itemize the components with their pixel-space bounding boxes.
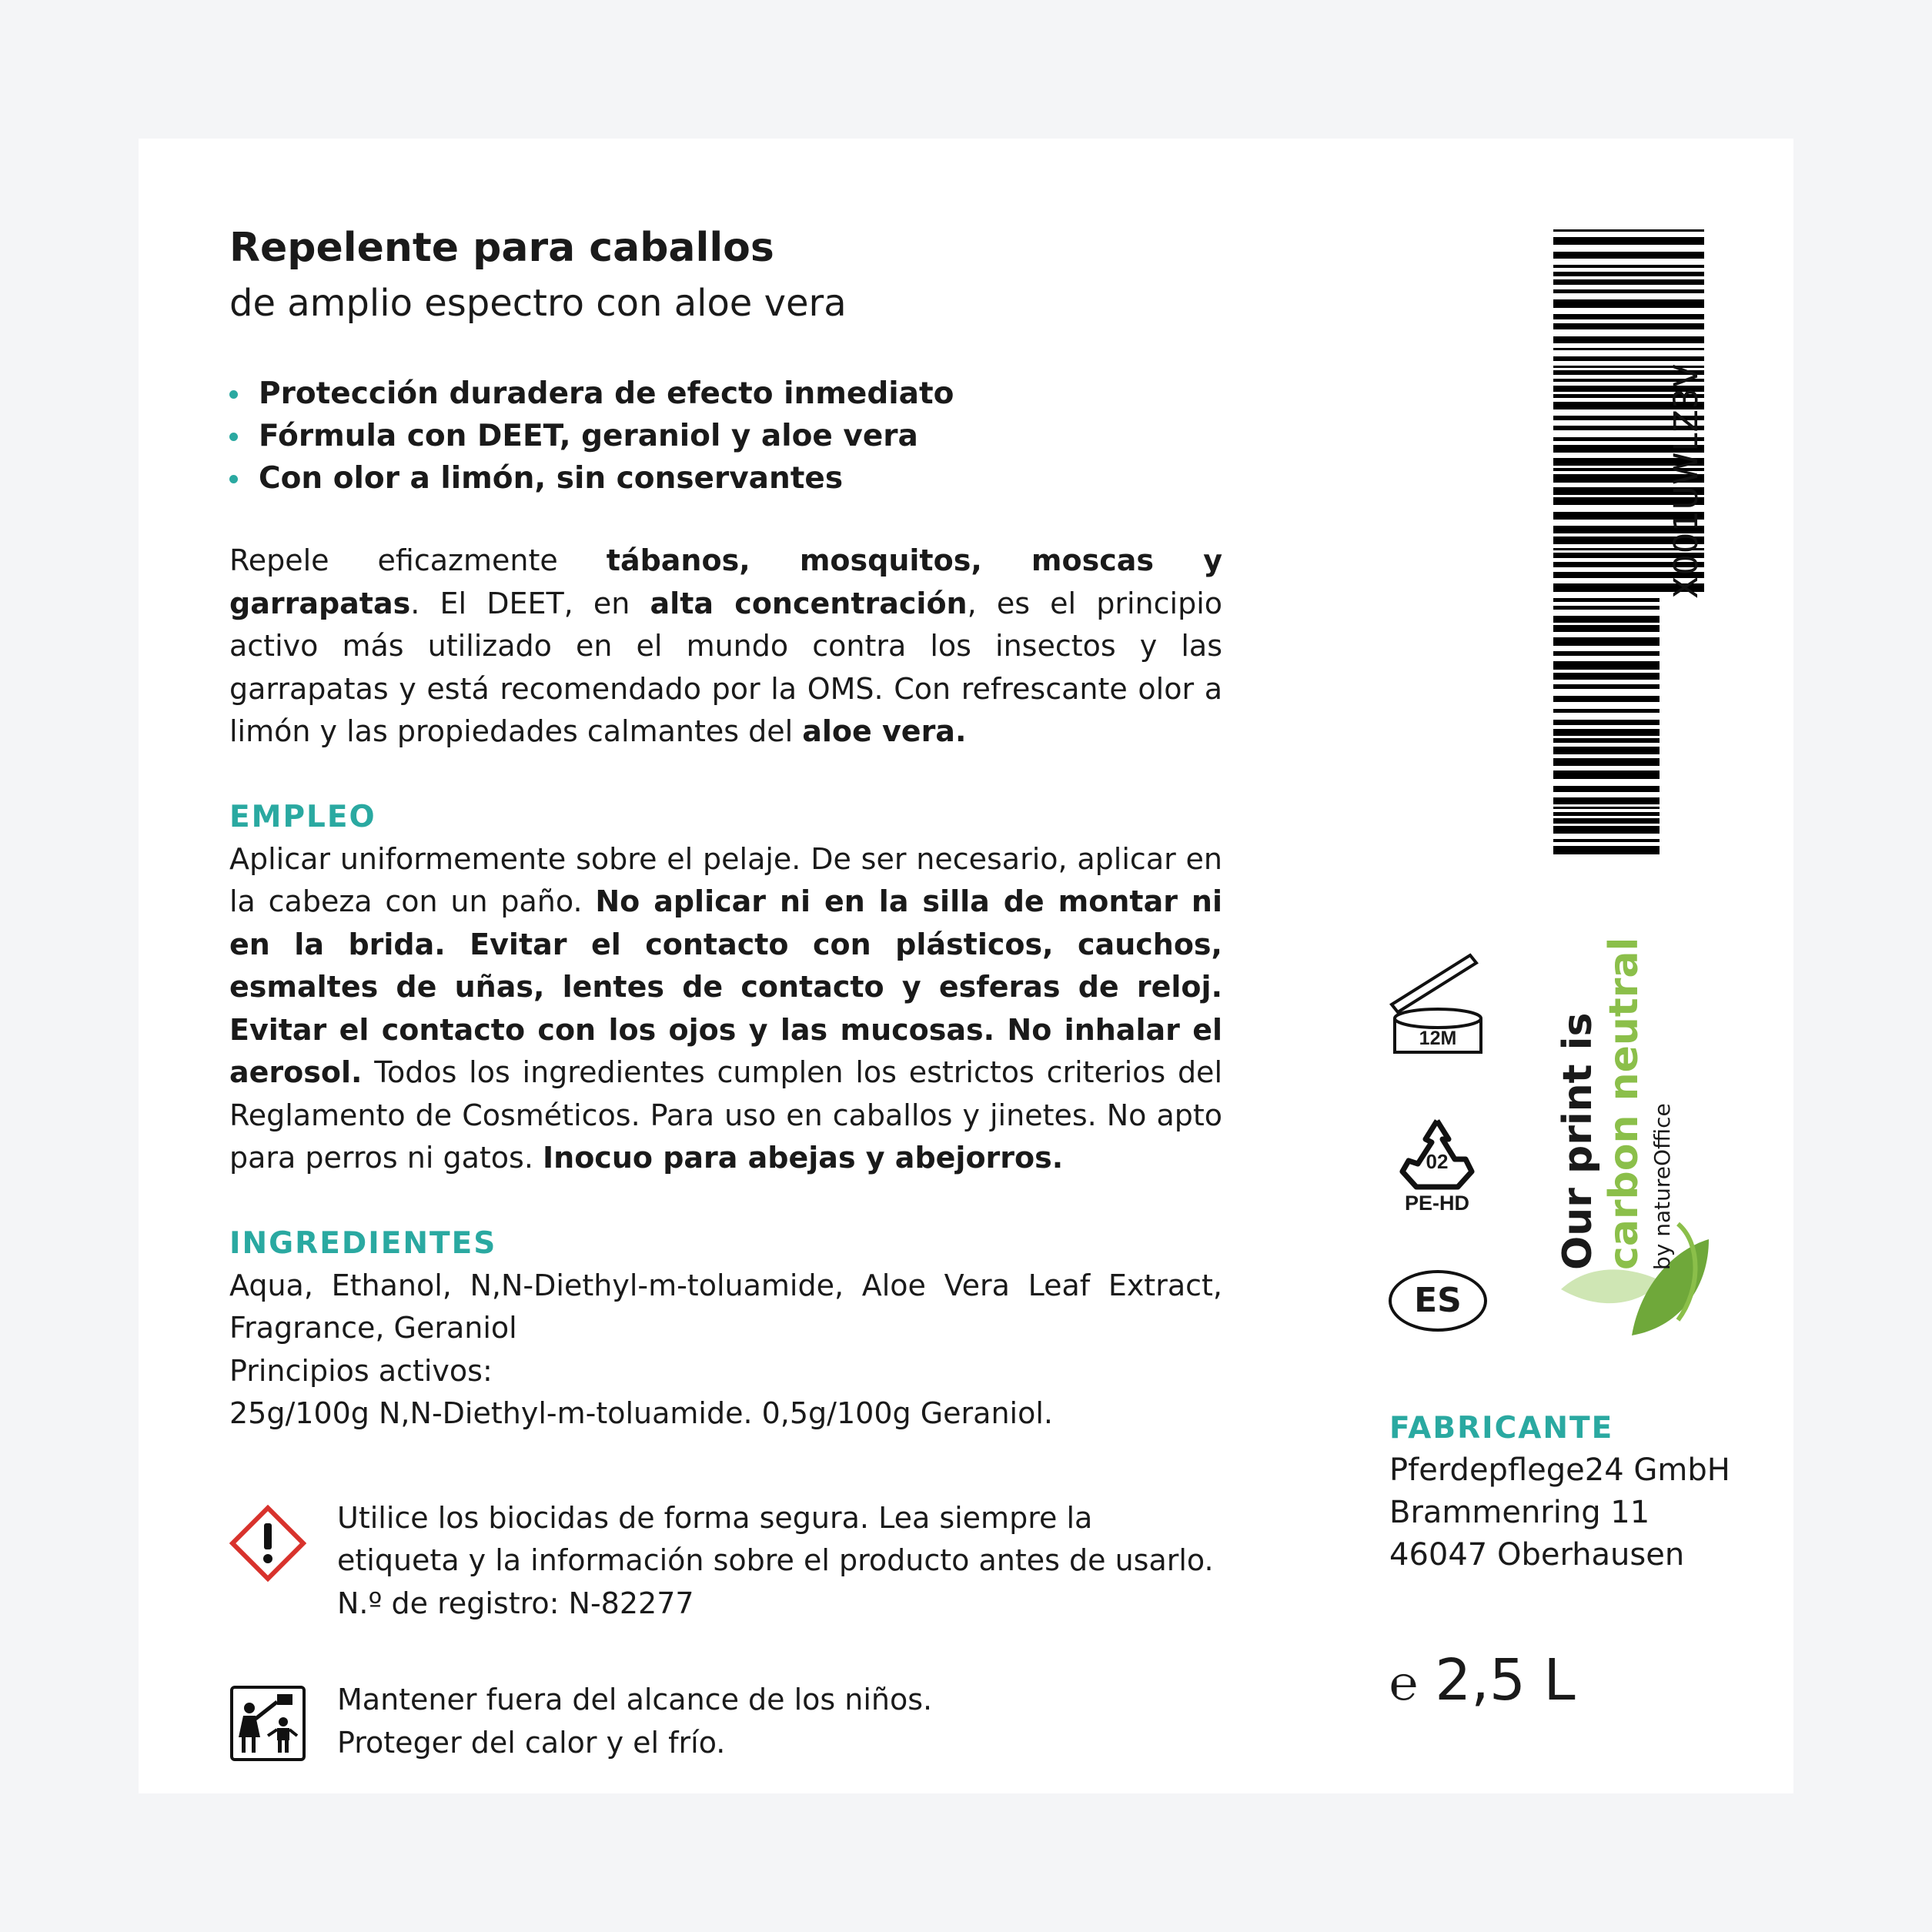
feature-item: Fórmula con DEET, geraniol y aloe vera xyxy=(229,415,1222,457)
pao-symbol xyxy=(1387,951,1487,1069)
barcode-bar xyxy=(1553,839,1660,842)
barcode-bar xyxy=(1553,598,1660,602)
carbon-text: Our print is carbon neutral by natureOffice xyxy=(1555,937,1675,1270)
country-code: ES xyxy=(1414,1281,1462,1320)
biocide-text: Utilice los biocidas de forma segura. Lea siempre la etiqueta y la información sobre el producto antes de usarlo. xyxy=(337,1500,1214,1577)
barcode-bar xyxy=(1553,696,1660,702)
manufacturer-street: Brammenring 11 xyxy=(1389,1495,1650,1530)
left-column xyxy=(229,223,1222,1764)
barcode-bar xyxy=(1553,289,1704,293)
barcode-bar xyxy=(1553,812,1660,816)
barcode-bar xyxy=(1553,684,1660,689)
pao-label: 12M xyxy=(1419,1028,1457,1049)
barcode-bar xyxy=(1553,797,1660,804)
barcode-bar xyxy=(1553,651,1660,656)
intro-paragraph: Repele eficazmente tábanos, mosquitos, moscas y garrapatas. El DEET, en alta concentración, es el principio activo más utilizado en el mundo contra los insectos y las garrapatas y está recomendado por la OMS. Con refrescante olor a limón y las propiedades calmantes del aloe vera. xyxy=(229,543,1223,748)
barcode-bar xyxy=(1553,272,1704,276)
registration-number: N.º de registro: N-82277 xyxy=(337,1586,694,1620)
barcode-bar xyxy=(1553,720,1660,725)
barcode-bar xyxy=(1553,826,1660,834)
country-oval xyxy=(1389,1270,1487,1332)
barcode-bar xyxy=(1553,770,1660,779)
carbon-neutral-badge xyxy=(1555,937,1732,1355)
active-ingredients-label: Principios activos: xyxy=(229,1353,493,1388)
product-label xyxy=(139,139,1793,1793)
ingredient-list: Aqua, Ethanol, N,N-Diethyl-m-toluamide, Aloe Vera Leaf Extract, Fragrance, Geraniol xyxy=(229,1268,1222,1345)
barcode-bar xyxy=(1553,625,1660,632)
volume-value: 2,5 L xyxy=(1435,1647,1576,1713)
children-notice xyxy=(229,1679,1222,1764)
barcode-number: X001UWLZ3V xyxy=(1667,363,1706,599)
recycle-code: 02 xyxy=(1426,1150,1449,1173)
children-text: Mantener fuera del alcance de los niños. xyxy=(337,1683,933,1716)
barcode-bar xyxy=(1553,807,1660,809)
barcode-bar xyxy=(1553,616,1660,623)
feature-item: Protección duradera de efecto inmediato xyxy=(229,373,1222,415)
barcode-bar xyxy=(1553,758,1660,766)
barcode-bar xyxy=(1553,237,1704,245)
manufacturer-name: Pferdepflege24 GmbH xyxy=(1389,1452,1730,1488)
bullet-dot-icon xyxy=(229,475,238,483)
empleo-paragraph: Aplicar uniformemente sobre el pelaje. De ser necesario, aplicar en la cabeza con un paño. No aplicar ni en la silla de montar ni en la brida. Evitar el contacto con plásticos, cauchos, esmaltes de uñas, lentes de contacto y esferas de reloj. Evitar el contacto con los ojos y las mucosas. No inhalar el aerosol. Todos los ingredientes cumplen los estrictos criterios del Reglamento de Cosméticos. Para uso en caballos y jinetes. No apto para perros ni gatos. Inocuo para abejas y abejorros. xyxy=(229,841,1222,1175)
temperature-text: Proteger del calor y el frío. xyxy=(337,1725,726,1760)
barcode-bar xyxy=(1553,314,1704,319)
product-subtitle: de amplio espectro con aloe vera xyxy=(229,282,847,325)
barcode-bar xyxy=(1553,279,1704,285)
feature-list xyxy=(229,373,1222,500)
recycle-material: PE-HD xyxy=(1404,1192,1469,1215)
active-ingredients: 25g/100g N,N-Diethyl-m-toluamide. 0,5g/100g Geraniol. xyxy=(229,1396,1053,1430)
ingredientes-heading: INGREDIENTES xyxy=(229,1225,497,1261)
barcode-bar xyxy=(1553,709,1660,713)
fabricante-heading: FABRICANTE xyxy=(1389,1411,1614,1446)
biocide-notice xyxy=(229,1497,1222,1626)
volume xyxy=(1389,1646,1576,1718)
estimated-sign: ℮ xyxy=(1389,1655,1419,1711)
barcode-bar xyxy=(1553,846,1660,854)
hazard-exclamation-icon xyxy=(229,1505,306,1582)
barcode-bar xyxy=(1553,229,1704,232)
bullet-dot-icon xyxy=(229,433,238,441)
empleo-heading: EMPLEO xyxy=(229,799,376,834)
manufacturer-block xyxy=(1389,1407,1730,1576)
barcode-bar xyxy=(1553,252,1704,259)
bullet-dot-icon xyxy=(229,390,238,399)
barcode-bar xyxy=(1553,729,1660,736)
barcode-bar xyxy=(1553,661,1660,670)
barcode-bar xyxy=(1553,786,1660,792)
barcode-bar xyxy=(1553,738,1660,743)
barcode-bar xyxy=(1553,323,1704,329)
barcode-bar xyxy=(1553,818,1660,824)
barcode-bar xyxy=(1553,673,1660,680)
keep-away-from-children-icon xyxy=(229,1685,306,1762)
product-title: Repelente para caballos xyxy=(229,225,774,271)
manufacturer-city: 46047 Oberhausen xyxy=(1389,1537,1685,1573)
barcode-bar xyxy=(1553,747,1660,754)
feature-item: Con olor a limón, sin conservantes xyxy=(229,457,1222,500)
barcode-bar xyxy=(1553,637,1660,646)
barcode-bar xyxy=(1553,299,1704,308)
recycling-symbol xyxy=(1395,1116,1479,1215)
barcode-bar xyxy=(1553,265,1704,268)
barcode-bar xyxy=(1553,606,1660,610)
